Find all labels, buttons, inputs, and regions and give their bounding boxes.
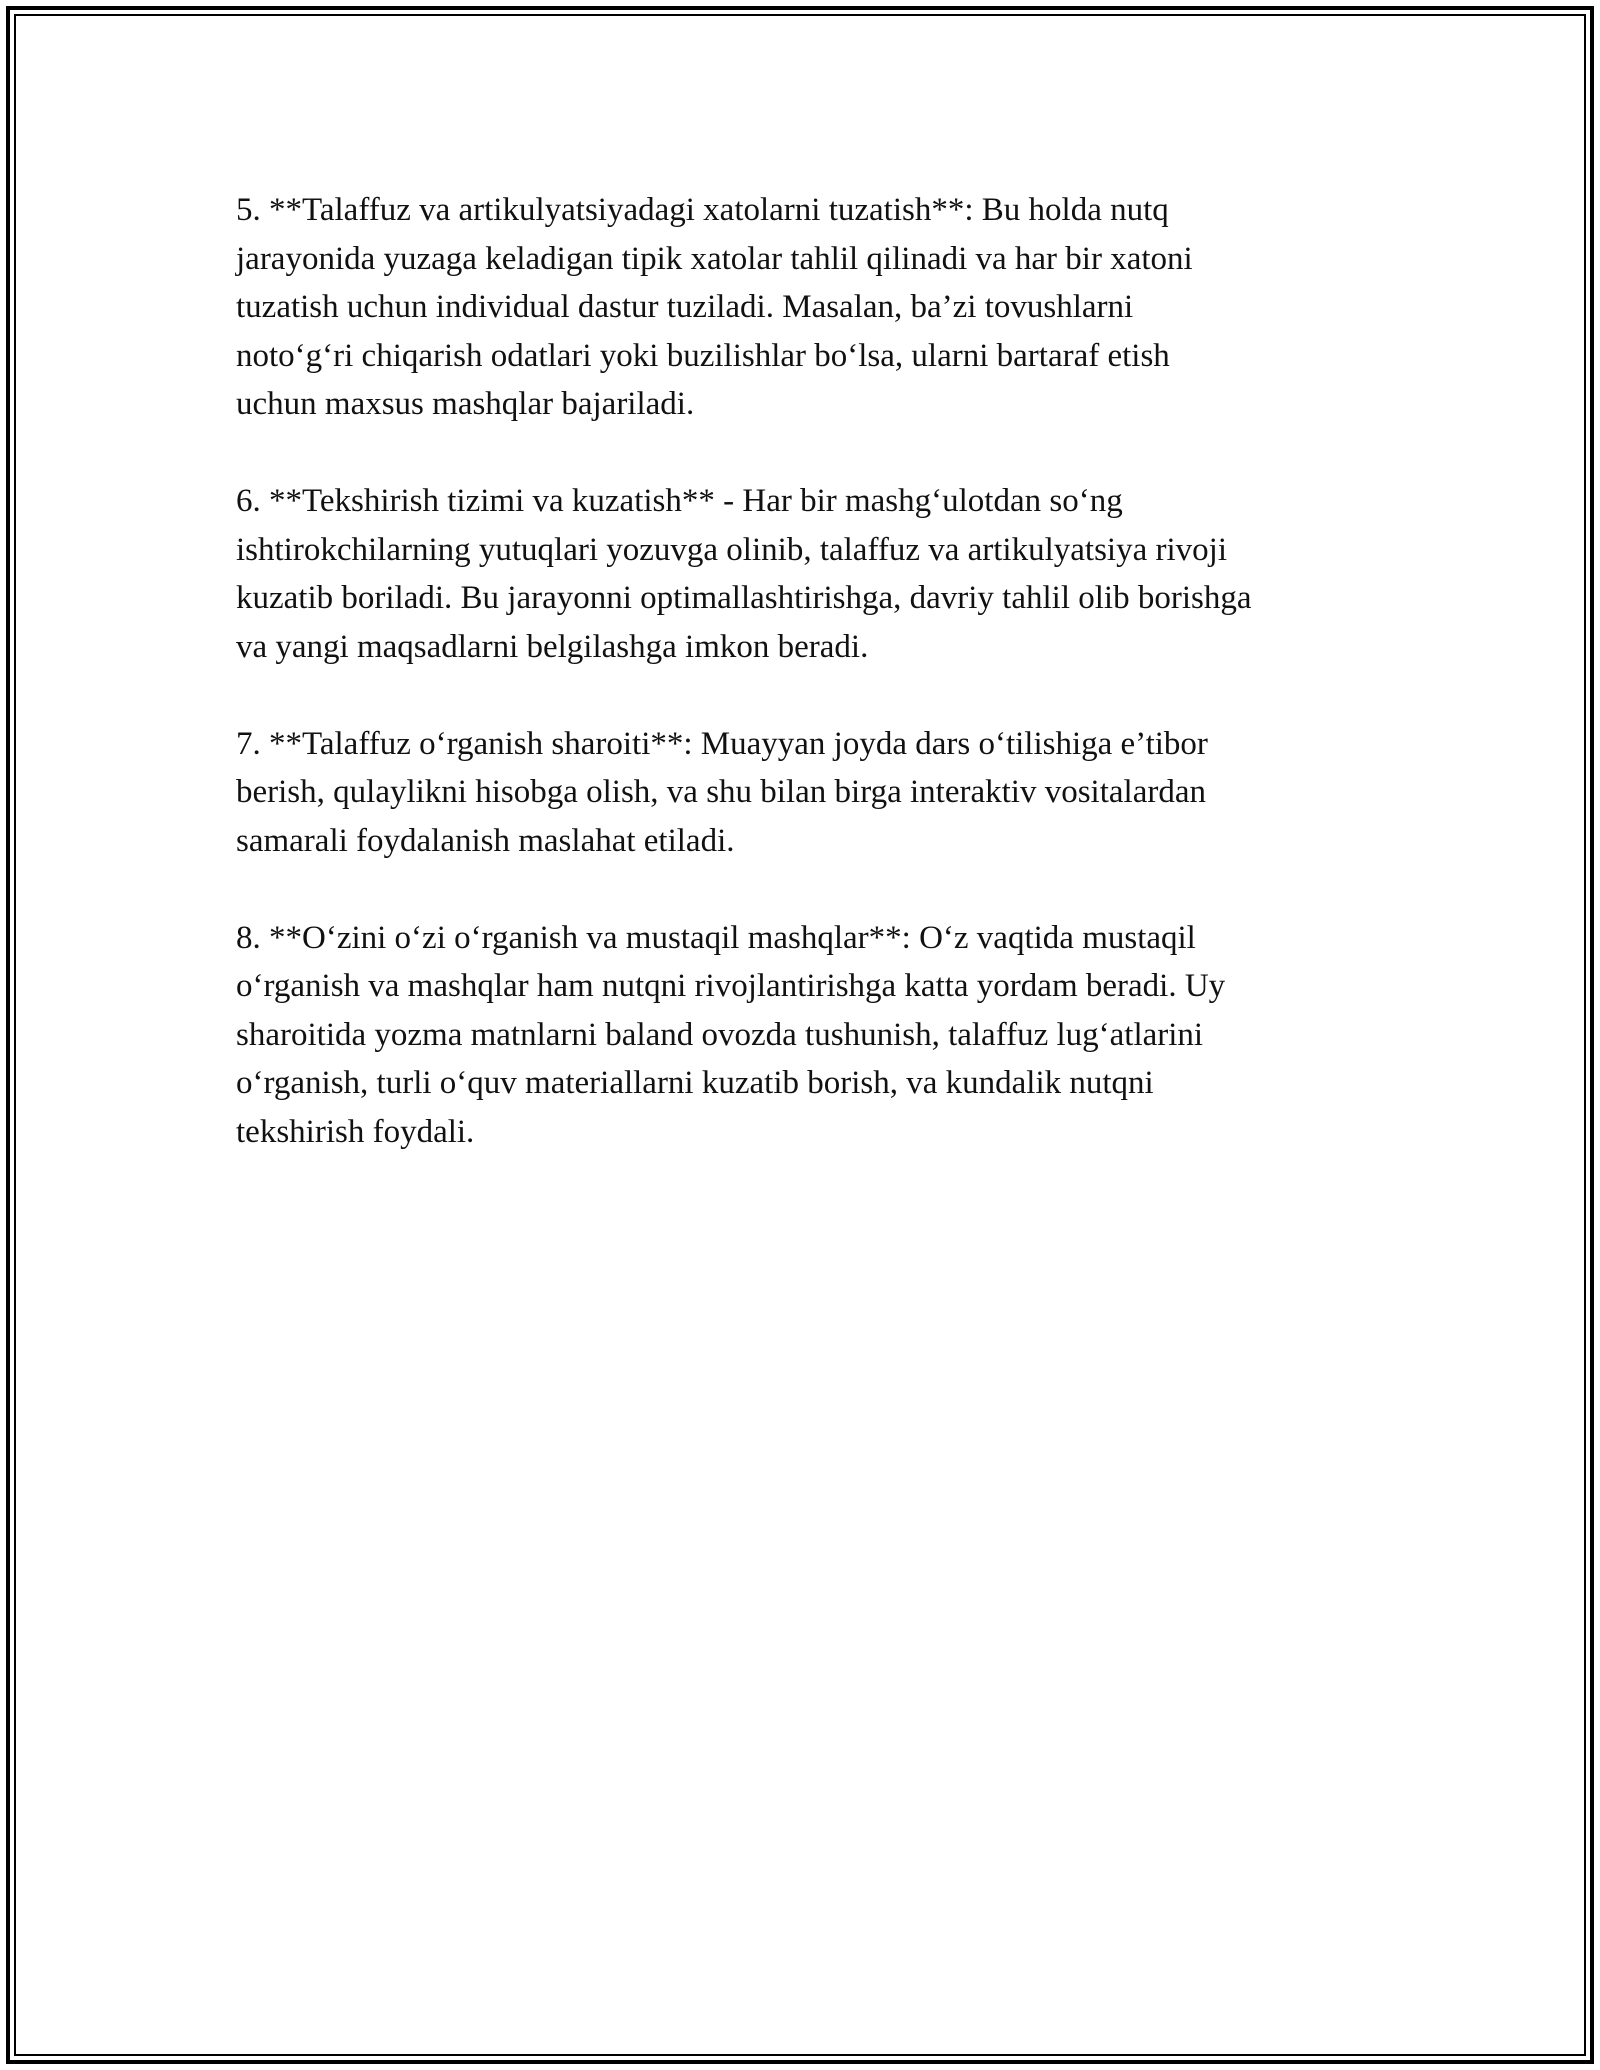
text-line: o‘rganish, turli o‘quv materiallarni kuzatib borish, va kundalik nutqni bbox=[236, 1065, 1154, 1101]
text-line: va yangi maqsadlarni belgilashga imkon beradi. bbox=[236, 628, 869, 665]
text-line: tekshirish foydali. bbox=[236, 1113, 475, 1150]
text-line: berish, qulaylikni hisobga olish, va shu bilan birga interaktiv vositalardan bbox=[236, 774, 1206, 810]
text-line: 6. **Tekshirish tizimi va kuzatish** - Har bir mashg‘ulotdan so‘ng bbox=[236, 483, 1123, 519]
text-line: 5. **Talaffuz va artikulyatsiyadagi xatolarni tuzatish**: Bu holda nutq bbox=[236, 192, 1169, 228]
paragraph-5 bbox=[236, 186, 1386, 429]
text-line: ishtirokchilarning yutuqlari yozuvga olinib, talaffuz va artikulyatsiya rivoji bbox=[236, 531, 1227, 568]
text-line: 7. **Talaffuz o‘rganish sharoiti**: Muayyan joyda dars o‘tilishiga e’tibor bbox=[236, 725, 1208, 762]
paragraph-6 bbox=[236, 477, 1386, 671]
text-line: jarayonida yuzaga keladigan tipik xatolar tahlil qilinadi va har bir xatoni bbox=[236, 240, 1193, 277]
text-line: sharoitida yozma matnlarni baland ovozda tushunish, talaffuz lug‘atlarini bbox=[236, 1016, 1204, 1053]
paragraph-7 bbox=[236, 720, 1386, 866]
text-line: samarali foydalanish maslahat etiladi. bbox=[236, 822, 735, 859]
text-line: uchun maxsus mashqlar bajariladi. bbox=[236, 386, 695, 422]
text-line: tuzatish uchun individual dastur tuziladi. Masalan, ba’zi tovushlarni bbox=[236, 289, 1134, 325]
text-line: 8. **O‘zini o‘zi o‘rganish va mustaqil mashqlar**: O‘z vaqtida mustaqil bbox=[236, 919, 1196, 956]
text-line: kuzatib boriladi. Bu jarayonni optimallashtirishga, davriy tahlil olib borishga bbox=[236, 580, 1252, 616]
paragraph-8 bbox=[236, 914, 1386, 1157]
document-body bbox=[236, 186, 1386, 1205]
text-line: o‘rganish va mashqlar ham nutqni rivojlantirishga katta yordam beradi. Uy bbox=[236, 968, 1226, 1004]
text-line: noto‘g‘ri chiqarish odatlari yoki buzilishlar bo‘lsa, ularni bartaraf etish bbox=[236, 337, 1170, 374]
